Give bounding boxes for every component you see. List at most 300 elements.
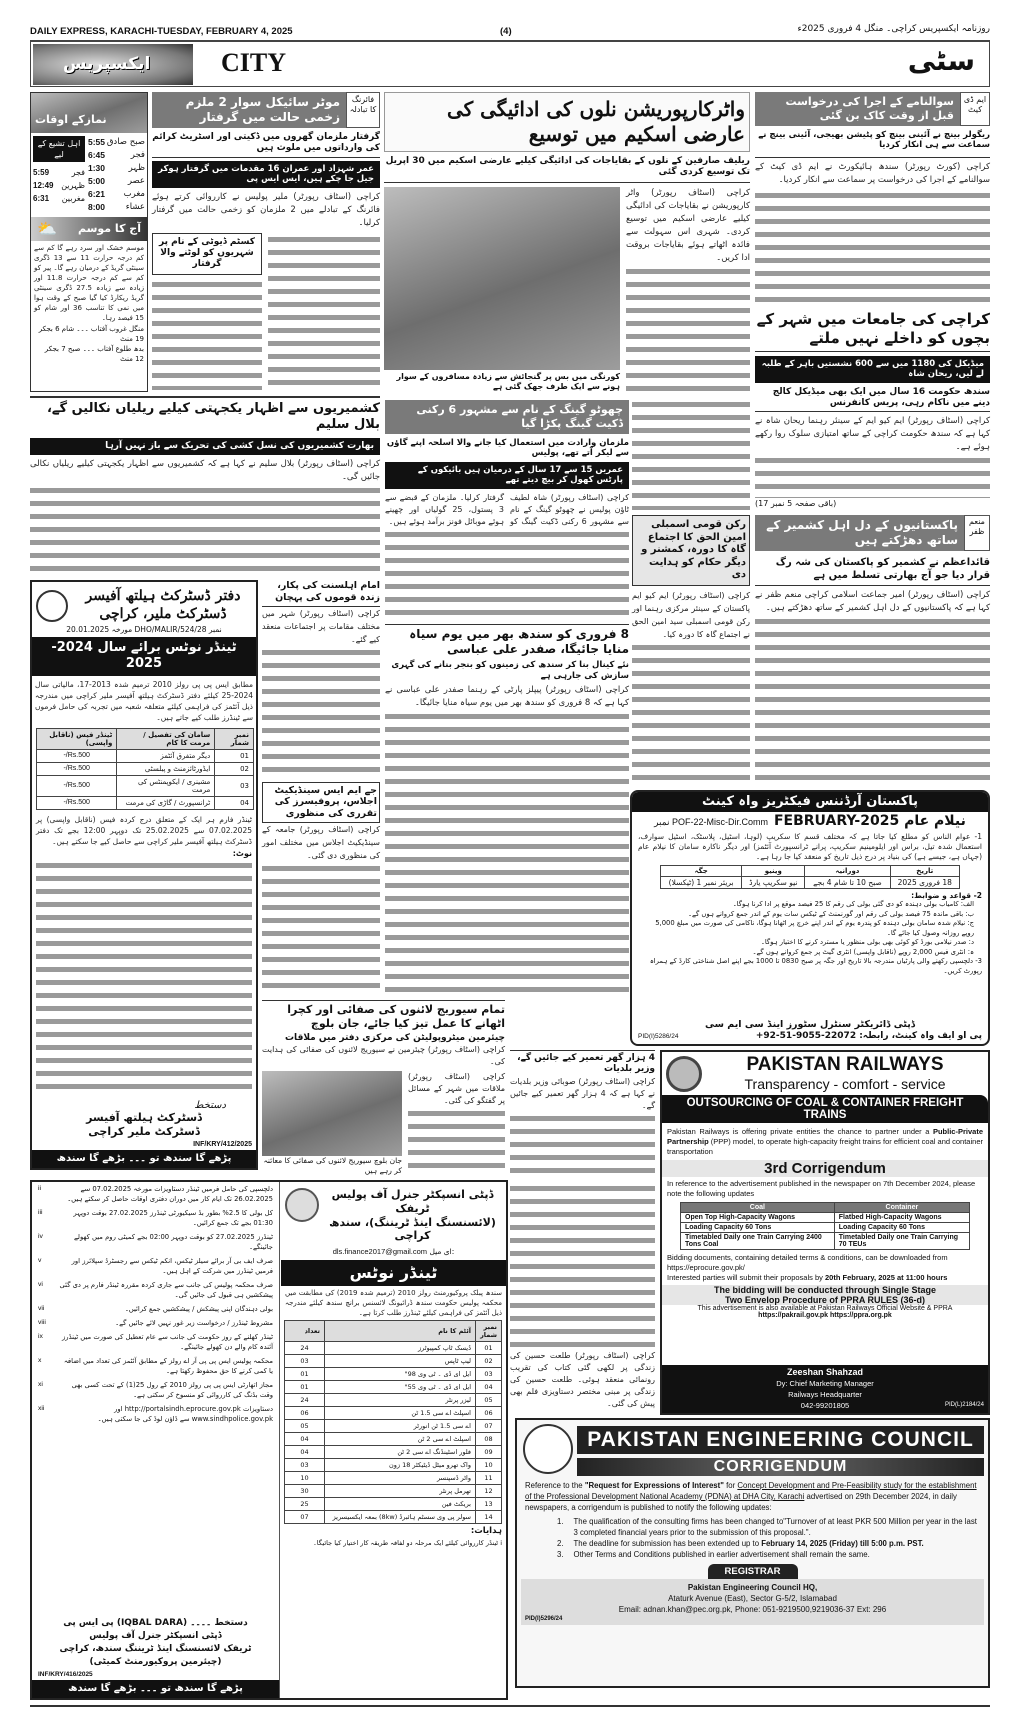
hq-address: Ataturk Avenue (East), Sector G-5/2, Islamabad <box>668 1594 837 1603</box>
table-row <box>285 1420 502 1433</box>
table-row <box>681 1233 970 1250</box>
pof-auction-ad <box>630 790 990 1046</box>
prayer-name: فجر <box>71 168 85 177</box>
shia-title: اہل تشیع کے لیے <box>33 136 85 162</box>
rule-item: د: صدر نیلامی بورڈ کو کوئی بھی بولی منظور یا مسترد کرنے کا اختیار ہوگا۔ <box>760 938 974 947</box>
rule-item: ہ: انٹری فیس 2,000 روپے (ناقابل واپسی) انٹری گیٹ پر جمع کروانے ہوں گے۔ <box>752 947 974 956</box>
article-body-text <box>36 859 252 1097</box>
weather-title: آج کا موسم <box>77 222 141 235</box>
story-kicker: ایم ڈی کیٹ <box>960 92 990 126</box>
prayer-name: مغربین <box>61 194 85 203</box>
story-body: کراچی (اسٹاف رپورٹر) پیپلز پارٹی کے رہنما صفدر علی عباسی نے کہا ہے کہ 8 فروری کو سندھ بھر میں یوم سیاہ منایا جائیگا۔ <box>385 685 629 709</box>
instruction-num: viii <box>38 1319 46 1326</box>
table-cell: 02 <box>476 1355 502 1368</box>
logo-text: ایکسپریس <box>63 54 151 74</box>
table-cell: ڈیسک ٹاپ کمپیوٹرز <box>325 1342 476 1355</box>
story-headline: سوالنامے کے اجرا کی درخواست قبل از وقت کاک بن گئی <box>755 92 960 126</box>
table-cell: 13 <box>476 1498 502 1511</box>
instructions-title: ہدایات: <box>470 1526 502 1536</box>
ad-title: دفتر ڈسٹرکٹ ہیلتھ آفیسر <box>85 588 241 604</box>
express-logo <box>33 44 193 85</box>
story-columns <box>384 187 750 393</box>
table-cell: 10 <box>476 1459 502 1472</box>
table-row <box>285 1472 502 1485</box>
ad-slogan: پڑھے گا سندھ تو ۔۔۔ بڑھے گا سندھ <box>32 1150 256 1169</box>
continued-note: (باقی صفحہ 5 نمبر 17) <box>755 499 837 508</box>
story-houses <box>510 1050 655 1175</box>
table-cell: دیگر متفرق آئٹمز <box>117 749 215 762</box>
table-cell: 10 <box>285 1472 325 1485</box>
instruction-text: صرف ایف بی آر برائے سیلز ٹیکس، انکم ٹیکس سے رجسٹرڈ سپلائرز اور فرمیں ٹینڈرز میں شرکت کے اہل ہیں۔ <box>71 1257 273 1275</box>
ad-para-1: 1- عوام الناس کو مطلع کیا جاتا ہے کہ مختلف قسم کا سکریپ (لوہا، اسٹیل، پلاسٹک، اسٹیل سوارف، استعمال شدہ تیل، براس اور ایلومینیم سکریپ، پرانے ٹرانسپورٹ آئٹمز) اور دیگر ناکارہ سامان کا نیلام عام (جہاں ہے، جیسے ہے) کی بنیاد پر درج ذیل تاریخ کو منعقد کیا جا رہا ہے۔ <box>638 831 982 861</box>
ad-banner: ٹینڈر نوٹس <box>281 1260 506 1286</box>
sun-cloud-icon: ⛅ <box>37 219 57 238</box>
health-tender-table <box>36 728 254 810</box>
story-subhead: ریلیف صارفین کے نلوں کے بقایاجات کی ادائیگی کیلیے عارضی اسکیم میں 30 اپریل تک توسیع کردی گئی <box>384 156 750 183</box>
photo-caption: جان بلوچ سیوریج لائنوں کی صفائی کا معائنہ کر رہے ہیں <box>263 1156 402 1175</box>
item-text: The qualification of the consulting firms has been changed to"Turnover of at least PKR 500 Million per year in the last 3 completed financial years prior to the submission of this proposal.". <box>573 1517 977 1537</box>
inner-headline: کسٹم ڈیوٹی کے نام پر شہریوں کو لوٹنے والا گرفتار <box>152 233 262 275</box>
instruction-item <box>32 1182 279 1206</box>
dateline-ur: روزنامہ ایکسپریس کراچی۔ منگل 4 فروری 2025ء <box>797 24 990 34</box>
ad-title: PAKISTAN ENGINEERING COUNCIL <box>577 1426 984 1454</box>
table-cell: ٹرانسپورٹ / گاڑی کی مرمت <box>117 796 215 809</box>
story-kashmir-heart <box>755 515 990 787</box>
instruction-item <box>32 1330 279 1354</box>
instruction-num: i <box>500 1538 502 1547</box>
signatory-title: ڈپٹی ڈائریکٹر سنٹرل سٹورز اینڈ سی ایم سی <box>704 1018 916 1030</box>
table-cell: 07 <box>285 1511 325 1524</box>
procedure-line: The bidding will be conducted through Single Stage <box>714 1285 936 1295</box>
table-cell: Flatbed High-Capacity Wagons <box>834 1213 969 1223</box>
story-mna-visit <box>632 515 750 787</box>
instruction-num: vii <box>38 1305 45 1312</box>
table-cell: واٹر ڈسپنسر <box>325 1472 476 1485</box>
table-header: وینیو <box>742 865 805 876</box>
update-list <box>517 1516 988 1560</box>
article-body-text <box>510 1112 655 1176</box>
instruction-item <box>32 1402 279 1426</box>
note-title: نوٹ: <box>232 848 252 858</box>
procedure <box>662 1285 988 1305</box>
story-water-corporation <box>384 92 750 392</box>
instruction-text: ٹینڈر کھلنے کے روز حکومت کی جانب سے عام تعطیل کی صورت میں ٹینڈرز آئندہ کام والے دن کھولے جائینگے۔ <box>62 1333 273 1351</box>
story-body: کراچی (اسٹاف رپورٹر) جامعہ کے سینڈیکیٹ اجلاس میں مختلف امور کی منظوری دی گئی۔ <box>262 825 380 861</box>
table-cell: 02 <box>215 762 254 775</box>
table-row <box>681 1213 970 1223</box>
story-body: کراچی (اسٹاف رپورٹر) شہر میں مختلف مقامات پر اجتماعات منعقد کیے گئے۔ <box>262 608 380 644</box>
article-body-text <box>510 1182 655 1350</box>
footer-last-row <box>662 1400 988 1411</box>
article-body-text <box>30 484 380 576</box>
table-cell: صبح 10 تا شام 4 بجے <box>805 876 890 888</box>
article-body-text <box>626 265 750 393</box>
table-row <box>661 876 960 888</box>
instruction-num: v <box>38 1257 42 1264</box>
table-header: Container <box>834 1203 969 1213</box>
table-cell: 11 <box>476 1472 502 1485</box>
ad-code: PID(I)5286/24 <box>638 1032 679 1040</box>
table-cell: بریئر نمبر 1 (ٹیکسلا) <box>661 876 742 888</box>
table-header: نمبر شمار <box>215 728 254 749</box>
signature: دستخط <box>194 1100 226 1111</box>
table-cell: 07 <box>476 1420 502 1433</box>
story-body: کراچی (اسٹاف رپورٹر) امیر جماعت اسلامی کراچی منعم ظفر نے کہا ہے کہ پاکستانیوں کے دل اہل کشمیر کے ساتھ دھڑکتے ہیں۔ <box>755 590 990 613</box>
ad-code: PID(L)2184/24 <box>944 1402 984 1408</box>
weather-banner <box>31 217 147 241</box>
signatory-office: ڈسٹرکٹ ملیر کراچی <box>88 1124 200 1138</box>
story-headline: چھوٹو گینگ کے نام سے مشہور 6 رکنی ڈکیت گینگ پکڑا گیا <box>385 400 629 434</box>
instruction-text: محکمہ پولیس ایس پی پی آر اے رولز کے مطابق آئٹمز کی تعداد میں اضافہ یا کمی کرنے کا حق محفوظ رکھتا ہے۔ <box>63 1357 273 1375</box>
instruction-text: بولی دہندگان اپنی پیشکش / پیشکشیں جمع کرائیں۔ <box>124 1305 273 1313</box>
table-cell: 03 <box>215 775 254 796</box>
item-text: Other Terms and Conditions published in earlier advertisement shall remain the same. <box>573 1550 870 1559</box>
article-body-text <box>755 454 990 498</box>
prayer-name: ظہر <box>128 163 145 173</box>
table-cell: ایل ای ڈی ۔ ٹی وی 55" <box>325 1381 476 1394</box>
table-row <box>285 1368 502 1381</box>
story-headline: کراچی کی جامعات میں شہر کے بچوں کو داخلے نہیں ملتے <box>755 310 990 352</box>
story-columns <box>152 233 380 390</box>
story-headline: پاکستانیوں کے دل اہل کشمیر کے ساتھ دھڑکتے ہیں <box>755 515 964 551</box>
table-header: آئٹم کا نام <box>325 1321 476 1342</box>
ad-reference <box>517 1476 988 1516</box>
procedure-line: Two Envelop Procedure of PPRA RULES (36-d) <box>724 1295 926 1305</box>
story-subhead-2: سندھ حکومت 16 سال میں ایک بھی میڈیکل کالج دینے میں ناکام رہی، پریس کانفرنس <box>755 387 990 413</box>
instruction-text: مشروط ٹینڈرز / درخواست زیر غور نہیں لائے جائیں گے۔ <box>115 1319 273 1327</box>
ad-title: نیلام عام FEBRUARY-2025 <box>773 813 966 830</box>
table-cell: Loading Capacity 60 Tons <box>834 1223 969 1233</box>
dateline-en: DAILY EXPRESS, KARACHI-TUESDAY, FEBRUARY 4, 2025 <box>30 26 293 37</box>
ad-footer-row <box>632 1031 988 1044</box>
story-universities <box>755 310 990 510</box>
item-num: 1. <box>557 1517 564 1526</box>
story-body: کراچی (اسٹاف رپورٹر) بلال سلیم نے کہا ہے کہ کشمیریوں سے اظہار یکجہتی کیلیے ریلیاں نکالی جائیں گی۔ <box>30 458 380 482</box>
prayer-time: 5:00 <box>88 176 106 186</box>
table-cell: Open Top High-Capacity Wagons <box>681 1213 835 1223</box>
prayer-name: مغرب <box>123 189 145 199</box>
table-cell: 03 <box>285 1459 325 1472</box>
intro-text: Pakistan Railways is offering private entities the chance to partner under a <box>667 1127 933 1136</box>
story-kicker: فائرنگ کا تبادلہ <box>346 92 380 128</box>
table-cell: 12 <box>476 1485 502 1498</box>
signatory-title: ڈسٹرکٹ ہیلتھ آفیسر <box>86 1111 202 1124</box>
ad-footer <box>662 1365 988 1413</box>
signatory-name: Zeeshan Shahzad <box>786 1367 864 1377</box>
instruction-num: xii <box>38 1405 45 1412</box>
bidding-docs: Bidding documents, containing detailed terms & conditions, can be downloaded from https://eprocure.gov.pk/ <box>667 1253 948 1272</box>
instruction-text: مجاز اتھارٹی ایس پی پی رولز 2010 کے رول 25(1) کے تحت کسی بھی وقت بڈنگ کی کارروائی کو منسوخ کر سکتی ہے۔ <box>71 1381 273 1399</box>
ad-tagline: Transparency - comfort - service <box>744 1076 946 1092</box>
ad-subtitle: (لائسنسنگ اینڈ ٹریننگ)، سندھ کراچی <box>329 1215 496 1243</box>
story-subhead-2: عمر شہزاد اور عمران 16 مقدمات میں گرفتار ہوکر جیل جا چکے ہیں، ایس ایس پی <box>152 161 380 188</box>
table-cell: 24 <box>285 1394 325 1407</box>
signatory-sign2: ٹریفک لائسنسنگ اینڈ ٹریننگ سندھ، کراچی <box>59 1644 252 1654</box>
story-headline: 4 ہزار گھر تعمیر کیے جائیں گے، وزیر بلدیات <box>510 1050 655 1076</box>
table-row <box>285 1498 502 1511</box>
item-num: 3. <box>557 1550 564 1559</box>
signatory-phone: 042-99201805 <box>800 1401 850 1410</box>
instruction-item <box>32 1316 279 1330</box>
health-tender-ad <box>30 580 258 1170</box>
ad-banner: OUTSOURCING OF COAL & CONTAINER FREIGHT TRAINS <box>662 1095 988 1123</box>
article-body-text <box>632 398 750 510</box>
inner-story <box>152 233 262 390</box>
prayer-weather-box <box>30 92 148 392</box>
spacer <box>32 1426 279 1616</box>
ad-code: INF/KRY/416/2025 <box>38 1670 93 1678</box>
instruction-text: صرف محکمہ پولیس کی جانب سے جاری کردہ مقررہ ٹینڈر فارم پر دی گئی پیشکشیں ہی قبول کی جائیں گی۔ <box>59 1281 273 1299</box>
pec-corrigendum-ad <box>515 1418 990 1688</box>
ad-code: INF/KRY/412/2025 <box>193 1140 252 1148</box>
shia-times-list <box>33 166 85 205</box>
spacer <box>662 1319 988 1365</box>
ref-text: for <box>723 1481 738 1490</box>
ad-code: PID(I)5296/24 <box>525 1616 563 1622</box>
story-body: کراچی (اسٹاف رپورٹر) چیئرمین نے سیوریج لائنوں کی صفائی کی ہدایت کی۔ <box>262 1044 505 1066</box>
article-body-text <box>408 1107 505 1176</box>
article-body-text <box>262 862 380 994</box>
table-cell: 05 <box>285 1420 325 1433</box>
table-header: سامان کی تفصیل / مرمت کا کام <box>117 728 215 749</box>
intro-text: (PPP) model, to operate high-capacity freight trains for efficient coal and container transportation <box>667 1137 983 1156</box>
sunset-time: منگل غروب آفتاب ۔۔۔ شام 6 بجکر 19 منٹ <box>38 325 144 343</box>
instruction-text: کل بولی کا 2.5% بطور بڈ سیکیورٹی ٹینڈرز 27.02.2025 بوقت دوپہر 01:30 بجے تک جمع کرائیں۔ <box>73 1209 273 1227</box>
ad-footer <box>521 1579 984 1625</box>
table-row <box>37 796 254 809</box>
table-cell: اسپلٹ اے سی 2 ٹن <box>325 1433 476 1446</box>
ad-urls: https://pakrail.gov.pk https://ppra.org.pk <box>758 1312 892 1319</box>
story-body: کراچی (اسٹاف رپورٹر) شاہ لطیف ٹاؤن پولیس نے چھوٹو گینگ کے نام سے مشہور 6 رکنی ڈکیت گینگ کو گرفتار کرلیا۔ ملزمان کے قبضے سے 3 پستول، 25 گولیاں اور چھینے ہوئے موبائل فونز برآمد ہوئے ہیں۔ <box>385 493 629 526</box>
story-body: کراچی (اسٹاف رپورٹر) صوبائی وزیر بلدیات نے کہا ہے کہ 4 ہزار گھر تعمیر کیے جائیں گے۔ <box>510 1076 656 1110</box>
table-cell: 01 <box>285 1381 325 1394</box>
table-cell: 06 <box>476 1407 502 1420</box>
ad-para-3: 3- دلچسپی رکھنے والی پارٹیاں مندرجہ بالا تاریخ اور جگہ پر صبح 0830 تا 1000 بجے اپنے اصل شناختی کارڈ کے ہمراہ رپورٹ کریں۔ <box>649 957 982 975</box>
table-row <box>681 1223 970 1233</box>
table-row <box>285 1342 502 1355</box>
ref-text: advertised on 29th December 2024, in daily newspapers, a corrigendum is published to notify the following updates: <box>525 1492 957 1512</box>
sunrise-time: بدھ طلوع آفتاب ۔۔۔ صبح 7 بجکر 12 منٹ <box>44 345 144 363</box>
signatory-sign3: (چیئرمین پروکیورمنٹ کمیٹی) <box>89 1657 222 1668</box>
story-headline: کشمیریوں سے اظہار یکجہتی کیلیے ریلیاں نکالیں گے، بلال سلیم <box>30 396 380 434</box>
story-body: کراچی (اسٹاف رپورٹر) ایم کیو ایم پاکستان کے سینئر مرکزی رہنما اور رکن قومی اسمبلی سید امین الحق نے اجتماع گاہ کا دورہ کیا۔ <box>632 590 750 639</box>
police-emblem-icon <box>285 1188 319 1222</box>
table-row <box>285 1459 502 1472</box>
story-subhead: ملزمان وارادت میں استعمال کیا جانے والا اسلحہ اپنے گاؤں سے لیکر آتے تھے، پولیس <box>386 437 629 459</box>
prayer-time: 6:21 <box>88 189 106 199</box>
article-body-text <box>385 528 629 620</box>
auction-table <box>660 865 960 889</box>
table-cell: 04 <box>285 1446 325 1459</box>
ad-ref: نمبر POF-22-Misc-Dir.Comm <box>654 817 768 828</box>
table-cell: اسپلٹ اے سی 1.5 ٹن <box>325 1407 476 1420</box>
item-num: 2. <box>557 1539 564 1548</box>
table-row <box>285 1511 502 1524</box>
table-cell: مشینری / ایکوپمنٹس کی مرمت <box>117 775 215 796</box>
photo-column <box>384 187 620 393</box>
table-cell: سولر پی وی سسٹم ہائبرڈ (8kw) بمعہ ایکسیسریز <box>325 1511 476 1524</box>
table-cell: Rs.500/- <box>37 762 117 775</box>
signatory-designation: Dy: Chief Marketing Manager <box>776 1379 874 1388</box>
story-subhead: نئے کینال بنا کر سندھ کی زمینوں کو بنجر بنانے کی گہری سازش کی جارہی ہے <box>391 660 629 681</box>
story-columns <box>262 1071 505 1176</box>
tender-main <box>281 1182 506 1698</box>
ad-banner: CORRIGENDUM <box>577 1458 984 1476</box>
table-cell: 25 <box>285 1498 325 1511</box>
prayer-name: ظہرین <box>61 181 85 190</box>
story-headline: 8 فروری کو سندھ بھر میں یوم سیاہ منایا جائیگا، صفدر علی عباسی <box>385 624 629 657</box>
police-tender-table <box>284 1320 502 1524</box>
ref-text: Reference to the <box>525 1481 585 1490</box>
ad-rules <box>632 900 988 957</box>
table-row <box>285 1381 502 1394</box>
update-item <box>557 1549 980 1560</box>
update-item <box>557 1516 980 1538</box>
page-bottom-rule <box>30 1705 990 1707</box>
table-cell: 03 <box>476 1368 502 1381</box>
story-subhead: قائداعظم نے کشمیر کو پاکستان کی شہ رگ قرار دیا جو آج بھارتی تسلط میں ہے <box>755 557 990 586</box>
middle-left-column <box>262 580 380 994</box>
table-cell: بریکٹ فین <box>325 1498 476 1511</box>
table-cell: لیزر پرنٹر <box>325 1394 476 1407</box>
text-column <box>626 187 750 393</box>
table-header: Coal <box>681 1203 835 1213</box>
signatory-office: Railways Headquarter <box>788 1390 862 1399</box>
table-cell: 01 <box>215 749 254 762</box>
table-row <box>285 1485 502 1498</box>
prayer-section <box>31 133 147 217</box>
prayer-name: صبح صادق <box>106 137 145 147</box>
pec-emblem-icon <box>523 1424 573 1474</box>
prayer-time: 1:30 <box>88 163 106 173</box>
ad-intro: مطابق ایس پی پی رولز 2010 ترمیم شدہ 2013-17، مالیاتی سال 2024-25 کیلئے دفتر ڈسٹرکٹ ہیلتھ آفیسر ملیر کراچی میں مندرجہ ذیل آئٹمز کی فراہمی کیلئے متعلقہ شعبہ میں تجربہ کی حامل فرموں سے ٹینڈرز طلب کیے جاتے ہیں۔ <box>35 679 254 722</box>
table-cell: 18 فروری 2025 <box>890 876 959 888</box>
story-dacoit-gang <box>385 400 629 620</box>
table-cell: فلور اسٹینڈنگ اے سی 2 ٹن <box>325 1446 476 1459</box>
ad-para-2-title: 2- قواعد و ضوابط: <box>911 890 982 900</box>
prayer-name: فجر <box>130 150 145 160</box>
table-cell: 04 <box>215 796 254 809</box>
item-bold: February 14, 2025 (Friday) till 5:00 p.m. PST. <box>761 1539 924 1548</box>
instruction-item <box>281 1539 506 1548</box>
email-label: ای میل: <box>429 1247 455 1256</box>
instruction-item <box>32 1230 279 1254</box>
instruction-num: x <box>38 1357 42 1364</box>
intro-bold: Public-Private Partnership <box>667 1127 983 1146</box>
signatory-contact: پی او ایف واہ کینٹ، رابطہ: 22072-9055-51-92+ <box>755 1030 982 1041</box>
article-body-text <box>632 641 750 788</box>
prayer-times-list <box>88 136 145 214</box>
table-cell: اے سی 1.5 ٹن انورٹر <box>325 1420 476 1433</box>
instruction-item <box>32 1278 279 1302</box>
table-header: جگہ <box>661 865 742 876</box>
mosque-image <box>31 93 147 133</box>
photo-column <box>262 1071 402 1176</box>
freight-table <box>680 1202 970 1250</box>
instruction-num: vi <box>38 1281 43 1288</box>
instruction-item <box>32 1254 279 1278</box>
table-cell: Timetabled Daily one Train Carrying 70 TEUs <box>834 1233 969 1250</box>
table-cell: 04 <box>285 1433 325 1446</box>
story-subhead: چیئرمین میٹروپولیٹن کی مرکزی دفتر میں ملاقات <box>285 1032 505 1043</box>
table-cell: 01 <box>476 1342 502 1355</box>
ad-ref: نمبر DHO/MALIR/524/28 مورخہ 20.01.2025 <box>66 625 222 634</box>
table-cell: واک تھرو میٹل ڈیٹیکٹر 18 زون <box>325 1459 476 1472</box>
table-header: تاریخ <box>890 865 959 876</box>
story-body: کراچی (اسٹاف رپورٹر) واٹر کارپوریشن نے بقایاجات کی ادائیگی کیلیے عارضی اسکیم میں توسیع کردی۔ شہری اس سہولت سے فائدہ اٹھاتے ہوئے بقایاجات بروقت ادا کریں۔ <box>626 187 750 263</box>
table-cell: 06 <box>285 1407 325 1420</box>
table-row <box>37 762 254 775</box>
instruction-item <box>32 1378 279 1402</box>
story-headline: تمام سیوریج لائنوں کی صفائی اور کچرا اٹھانے کا عمل تیز کیا جائے، جان بلوچ <box>262 1000 505 1031</box>
table-cell: Rs.500/- <box>37 749 117 762</box>
ad-subtitle: ڈسٹرکٹ ملیر، کراچی <box>99 605 227 622</box>
story-subhead: بھارت کشمیریوں کی نسل کشی کی تحریک سے باز نہیں آرہا <box>30 438 380 455</box>
story-headline: امام اہلسنت کی پکار، زندہ قوموں کی پہچان <box>262 580 380 607</box>
page-number: (4) <box>500 26 512 37</box>
story-body: کراچی (اسٹاف رپورٹر) طلعت حسین کی زندگی پر لکھی گئی کتاب کی تقریب رونمائی منعقد ہوئی۔ طلعت حسین کی زندگی پر مبنی مختصر دستاویزی فلم بھی پیش کی گئی۔ <box>510 1351 655 1408</box>
ad-title: PAKISTAN RAILWAYS <box>746 1054 944 1075</box>
ad-email <box>281 1247 506 1256</box>
hq-name: Pakistan Engineering Council HQ, <box>687 1583 818 1592</box>
story-body: کراچی (اسٹاف رپورٹر) ایم کیو ایم کے سینئر رہنما ریحان شاہ نے کہا ہے کہ سندھ حکومت کراچی کے ساتھ امتیازی سلوک روا رکھے ہوئے ہے۔ <box>755 416 990 453</box>
table-cell: 04 <box>476 1381 502 1394</box>
story-body: کراچی (اسٹاف رپورٹر) ملیر پولیس نے کارروائی کرتے ہوئے فائرنگ کے تبادلے میں 2 ملزمان کو زخمی حالت میں گرفتار کرلیا۔ <box>152 191 380 228</box>
story-book-launch <box>510 1182 655 1410</box>
signatory-signature: دستخط ۔۔۔۔ (IQBAL DARA) پی ایس پی <box>63 1617 248 1628</box>
article-body-text <box>755 189 990 304</box>
table-cell: Rs.500/- <box>37 796 117 809</box>
deadline-date: 20th February, 2025 at 11:00 hours <box>825 1273 948 1282</box>
table-cell: 01 <box>285 1368 325 1381</box>
table-row <box>37 749 254 762</box>
section-title-en: CITY <box>221 48 287 77</box>
story-headline: رکن قومی اسمبلی امین الحق کا اجتماع گاہ کا دورہ، کمشنر و دیگر حکام کو ہدایت دی <box>632 515 750 586</box>
article-body-text <box>152 278 262 391</box>
instruction-item <box>32 1206 279 1230</box>
story-body: کراچی (کورٹ رپورٹر) سندھ ہائیکورٹ نے ایم ڈی کیٹ کے سوالنامے کے اجرا کی درخواست پر سماعت سے انکار کردیا۔ <box>755 157 990 187</box>
photo-caption: کورنگی میں بس پر گنجائش سے زیادہ مسافروں کے سوار ہونے سے ایک طرف جھک گئی ہے <box>396 372 620 391</box>
table-cell: ایل ای ڈی ۔ ٹی وی 98" <box>325 1368 476 1381</box>
ad-title: ڈپٹی انسپکٹر جنرل آف پولیس ٹریفک <box>331 1188 494 1215</box>
instruction-num: ix <box>38 1333 43 1340</box>
table-cell: 05 <box>476 1394 502 1407</box>
story-headline: واٹرکارپوریشن نلوں کی ادائیگی کی عارضی اسکیم میں توسیع <box>384 92 750 152</box>
table-cell: نیو سکریپ یارڈ <box>742 876 805 888</box>
story-subhead: ریگولر بینچ نے آئینی بینچ کو پٹیشن بھیجی، آئینی بینچ نے سماعت سے ہی انکار کردیا <box>758 129 990 151</box>
rule-item: الف: کامیاب بولی دہندہ کو دی گئی بولی کی رقم کا 25 فیصد موقع پر ادا کرنا ہوگا۔ <box>732 900 974 909</box>
table-row <box>37 775 254 796</box>
bus-photo <box>384 187 620 371</box>
instruction-num: ii <box>38 1185 42 1192</box>
inspection-photo <box>262 1071 402 1156</box>
table-cell: 30 <box>285 1485 325 1498</box>
ad-corrigendum-title: 3rd Corrigendum <box>662 1160 988 1177</box>
table-cell: 03 <box>285 1355 325 1368</box>
story-subhead-2: عمریں 15 سے 17 سال کے درمیان ہیں بائیکوں کے پارٹس کھول کر بیچ دیتے تھے <box>385 462 629 489</box>
police-tender-ad <box>30 1180 508 1700</box>
prayer-time: 5:55 <box>88 137 106 147</box>
spacer <box>632 976 988 1019</box>
tender-instructions <box>32 1182 280 1698</box>
instruction-text: ٹینڈرز 27.02.2025 کو بوقت دوپہر 02:00 بجے کمیٹی روم میں کھولے جائینگے۔ <box>73 1233 273 1251</box>
ad-org: پاکستان آرڈننس فیکٹریز واہ کینٹ <box>632 792 988 812</box>
table-header: ٹینڈر فیس (ناقابل واپسی) <box>37 728 117 749</box>
instruction-item <box>32 1302 279 1316</box>
prayer-time: 6:31 <box>33 194 50 203</box>
story-headline: موٹر سائیکل سوار 2 ملزم زخمی حالت میں گرفتار <box>152 92 346 128</box>
signatory-sign1: ڈپٹی انسپکٹر جنرل آف پولیس <box>89 1630 222 1641</box>
